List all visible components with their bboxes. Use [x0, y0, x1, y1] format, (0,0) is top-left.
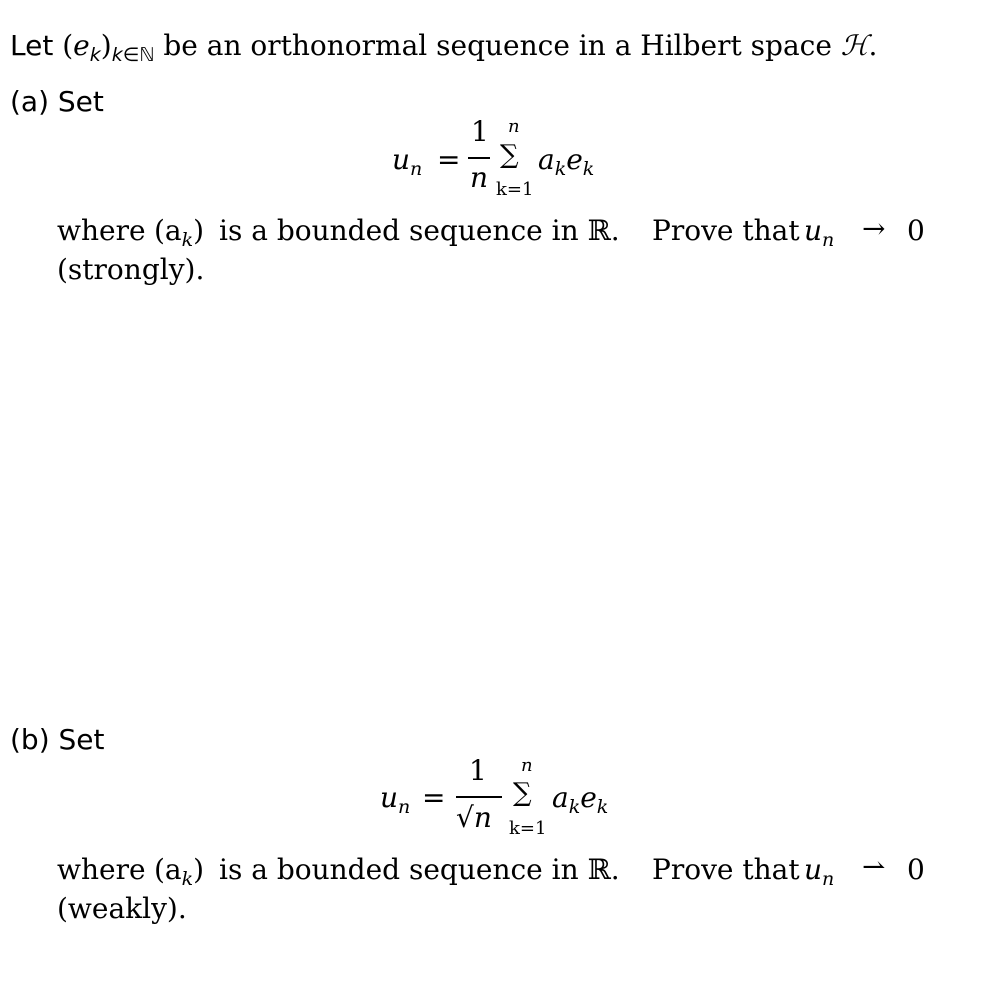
part-a-zero: 0 — [907, 214, 925, 247]
part-a-summand — [538, 143, 595, 180]
part-a-seq-sub: k — [181, 229, 194, 251]
part-a-frac-den: n — [470, 161, 489, 194]
hilbert-space-symbol: ℋ — [840, 29, 869, 62]
part-b-u-var: u — [804, 853, 823, 886]
part-a-summand-sub2: k — [582, 158, 595, 180]
part-b-summand-e: e — [580, 781, 597, 814]
part-b-sum-lower: k=1 — [509, 818, 547, 839]
part-a-label: (a) Set — [10, 85, 104, 118]
part-b-where: where — [57, 853, 146, 886]
intro-seq-sub: k — [89, 44, 101, 66]
part-a-strongly: (strongly). — [57, 253, 205, 286]
intro-period: . — [868, 29, 878, 62]
part-b-u — [804, 853, 835, 890]
part-b-label: (b) Set — [10, 723, 105, 756]
part-b-summand-sub2: k — [596, 796, 609, 818]
part-b-summand — [552, 781, 609, 818]
part-b-prove-text: Prove that — [652, 853, 800, 886]
part-a-u-var: u — [804, 214, 823, 247]
part-a-sum-symbol: ∑ — [500, 140, 519, 170]
part-a-lhs-sub: n — [410, 158, 423, 180]
part-a-lhs-var: u — [392, 143, 411, 176]
part-a-sum-lower: k=1 — [496, 179, 534, 200]
part-b-sum-upper: n — [521, 755, 533, 776]
intro-text-after: be an orthonormal sequence in a Hilbert space — [154, 29, 841, 62]
intro-text-before: Let — [10, 29, 63, 62]
part-a-u — [804, 214, 835, 251]
part-b-frac-line — [456, 796, 502, 798]
part-b-bounded-text: is a bounded sequence in ℝ. — [219, 853, 620, 886]
part-a-bounded-text: is a bounded sequence in ℝ. — [219, 214, 620, 247]
part-b-frac-den: √n — [456, 801, 492, 834]
part-b-seq-sub: k — [181, 868, 194, 890]
part-b-u-sub: n — [822, 868, 835, 890]
part-b-zero: 0 — [907, 853, 925, 886]
part-b-summand-sub1: k — [568, 796, 581, 818]
part-b-lhs-sub: n — [398, 796, 411, 818]
intro-seq-close: ) — [100, 29, 112, 62]
part-b-lhs-var: u — [380, 781, 399, 814]
part-b-weakly: (weakly). — [57, 892, 187, 925]
part-b-lhs — [380, 781, 411, 818]
part-a-lhs — [392, 143, 423, 180]
part-a-seq-close: ) — [193, 214, 205, 247]
part-b-summand-a: a — [552, 781, 569, 814]
part-a-frac-num: 1 — [471, 115, 489, 148]
intro-seq-open: ( — [62, 29, 74, 62]
intro-seq-var: e — [73, 29, 90, 62]
part-b-sum-symbol: ∑ — [513, 778, 532, 808]
part-a-u-sub: n — [822, 229, 835, 251]
part-a-equals: = — [437, 143, 461, 176]
part-a-summand-sub1: k — [554, 158, 567, 180]
part-b-frac-num: 1 — [469, 754, 487, 787]
part-a-prove-text: Prove that — [652, 214, 800, 247]
intro-line — [10, 29, 878, 66]
part-a-summand-a: a — [538, 143, 555, 176]
part-b-seq — [154, 853, 205, 890]
part-b-equals: = — [422, 781, 446, 814]
part-a-sum-upper: n — [508, 116, 520, 137]
part-a-seq-open: (a — [154, 214, 182, 247]
intro-index-set: k∈ℕ — [111, 44, 155, 66]
part-a-seq — [154, 214, 205, 251]
part-a-frac-line — [468, 157, 490, 159]
part-a-summand-e: e — [566, 143, 583, 176]
part-b-arrow: ⇀ — [862, 850, 886, 883]
part-b-seq-close: ) — [193, 853, 205, 886]
part-a-arrow: → — [862, 212, 886, 245]
part-b-seq-open: (a — [154, 853, 182, 886]
part-a-where: where — [57, 214, 146, 247]
